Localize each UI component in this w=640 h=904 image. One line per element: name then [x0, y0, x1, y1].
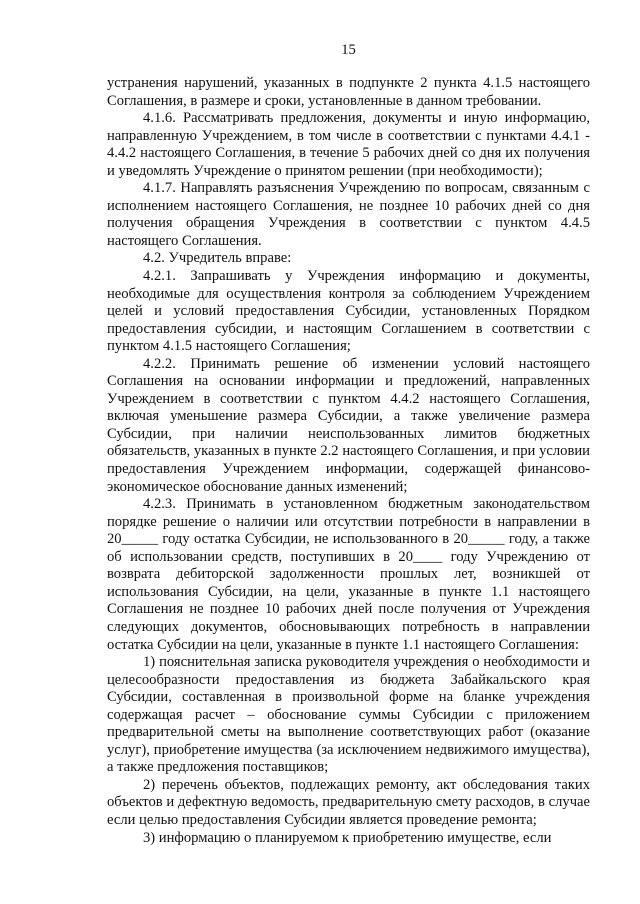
paragraph-4-1-6: 4.1.6. Рассматривать предложения, документы и иную информацию, направленную Учреждением, в том числе в соответствии с пунктами 4.4.1 - 4.4.2 настоящего Соглашения, в течение 5 рабочих дней со дня их получения и уведомлять Учреждение о принятом решении (при необходимости); [107, 110, 590, 179]
page-number: 15 [341, 42, 356, 58]
paragraph-4-2: 4.2. Учредитель вправе: [143, 250, 292, 267]
paragraph-continuation: устранения нарушений, указанных в подпункте 2 пункта 4.1.5 настоящего Соглашения, в размере и сроки, установленные в данном требовании. [107, 75, 590, 109]
document-body [107, 75, 590, 847]
list-item-3: 3) информацию о планируемом к приобретению имуществе, если [143, 829, 552, 846]
list-item-1: 1) пояснительная записка руководителя учреждения о необходимости и целесообразности предоставления из бюджета Забайкальского края Субсидии, составленная в произвольной форме на бланке учреждения содержащая расчет – обоснование суммы Субсидии с приложением предварительной сметы на выполнение соответствующих работ (оказание услуг), приобретение имущества (за исключением недвижимого имущества), а также предложения поставщиков; [107, 654, 590, 776]
paragraph-4-2-1: 4.2.1. Запрашивать у Учреждения информацию и документы, необходимые для осуществления контроля за соблюдением Учреждением целей и условий предоставления Субсидии, установленных Порядком предоставления субсидии, и настоящим Соглашением в соответствии с пунктом 4.1.5 настоящего Соглашения; [107, 268, 590, 355]
paragraph-4-1-7: 4.1.7. Направлять разъяснения Учреждению по вопросам, связанным с исполнением настоящего Соглашения, не позднее 10 рабочих дней со дня получения обращения Учреждения в соответствии с пунктом 4.4.5 настоящего Соглашения. [107, 180, 590, 249]
paragraph-4-2-3: 4.2.3. Принимать в установленном бюджетным законодательством порядке решение о наличии или отсутствии потребности в направлении в 20_____ году остатка Субсидии, не использованного в 20_____ году, а также об использовании средств, поступивших в 20____ году Учреждению от возврата дебиторской задолженности прошлых лет, возникшей от использования Субсидии, на цели, указанные в пункте 1.1 настоящего Соглашения не позднее 10 рабочих дней после получения от Учреждения следующих документов, обосновывающих потребность в направлении остатка Субсидии на цели, указанные в пункте 1.1 настоящего Соглашения: [107, 496, 590, 653]
list-item-2: 2) перечень объектов, подлежащих ремонту, акт обследования таких объектов и дефектную ведомость, предварительную смету расходов, в случае если целью предоставления Субсидии является проведение ремонта; [107, 776, 590, 828]
paragraph-4-2-2: 4.2.2. Принимать решение об изменении условий настоящего Соглашения на основании информации и предложений, направленных Учреждением в соответствии с пунктом 4.4.2 настоящего Соглашения, включая уменьшение размера Субсидии, а также увеличение размера Субсидии, при наличии неиспользованных лимитов бюджетных обязательств, указанных в пункте 2.2 настоящего Соглашения, и при условии предоставления Учреждением информации, содержащей финансово-экономическое обоснование данных изменений; [107, 355, 590, 495]
